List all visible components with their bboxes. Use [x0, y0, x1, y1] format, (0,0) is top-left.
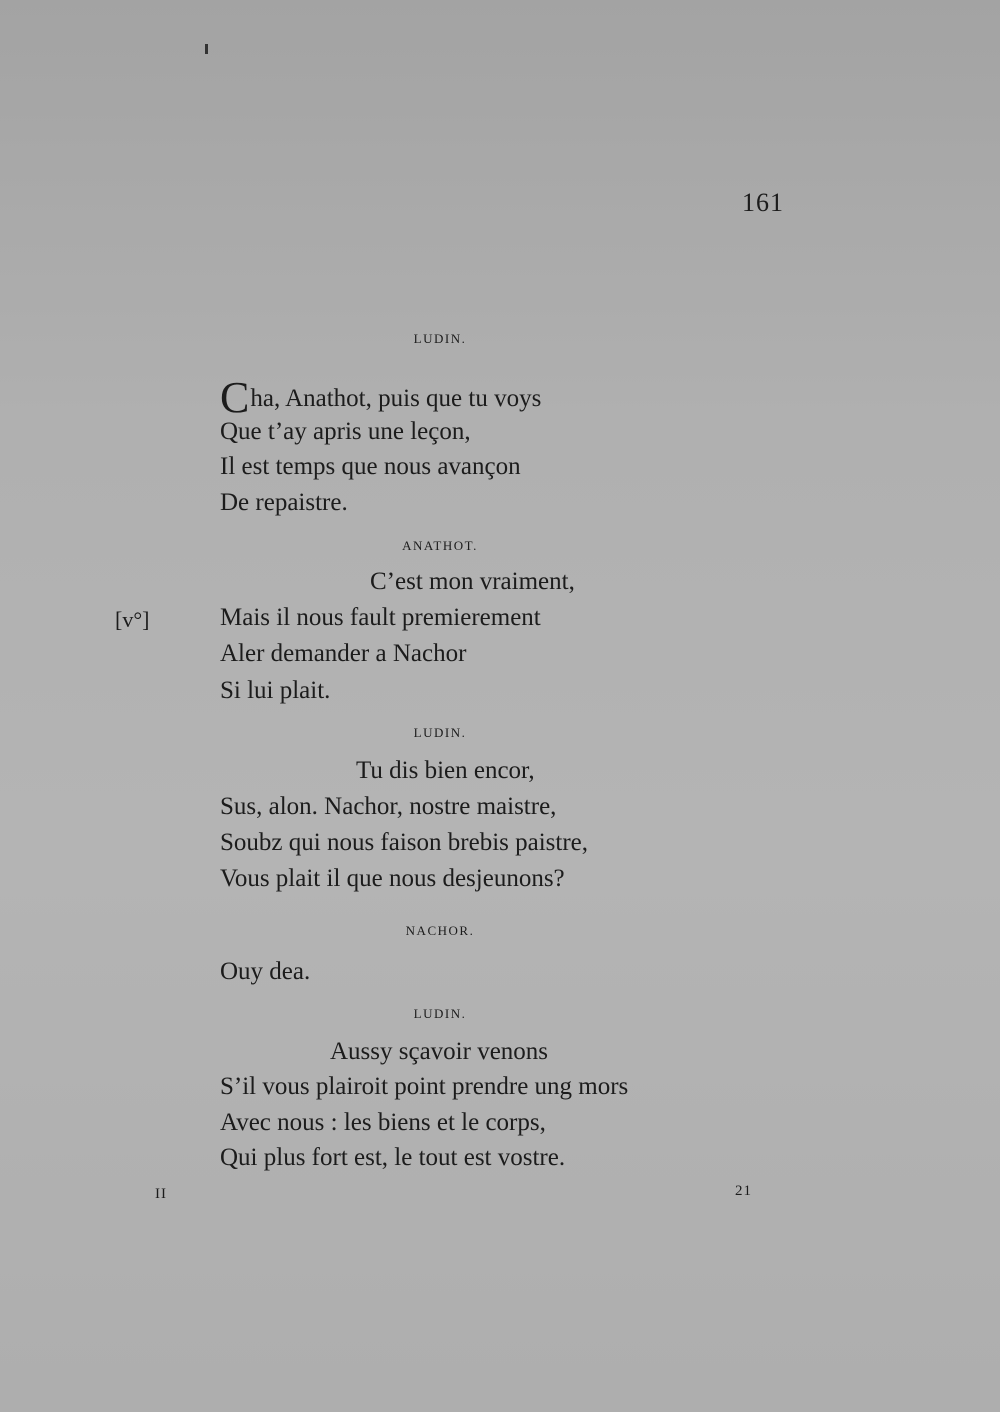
verse-line: Soubz qui nous faison brebis paistre, — [220, 829, 589, 856]
drop-cap: C — [220, 373, 250, 422]
verse-line: Sus, alon. Nachor, nostre maistre, — [220, 793, 557, 820]
speaker-anathot: ANATHOT. — [402, 538, 478, 553]
speaker-ludin: LUDIN. — [413, 1006, 467, 1021]
speaker-ludin: LUDIN. — [413, 725, 467, 740]
margin-note: [v°] — [115, 607, 150, 632]
verse-line: Que t’ay apris une leçon, — [220, 418, 471, 445]
page-number: 161 — [742, 188, 784, 217]
verse-line: Il est temps que nous avançon — [220, 453, 521, 480]
verse-line: Vous plait il que nous desjeunons? — [220, 865, 565, 892]
verse-line: Aussy sçavoir venons — [330, 1038, 549, 1065]
ink-speck — [205, 44, 208, 54]
speaker-nachor: NACHOR. — [405, 923, 475, 938]
verse-line: Aler demander a Nachor — [220, 640, 467, 667]
verse-line: Ouy dea. — [220, 958, 311, 985]
verse-line: Mais il nous fault premierement — [220, 604, 541, 631]
signature-right: 21 — [735, 1183, 752, 1199]
verse-line-text: ha, Anathot, puis que tu voys — [250, 385, 542, 412]
verse-line: C’est mon vraiment, — [370, 568, 575, 595]
speaker-ludin: LUDIN. — [413, 331, 467, 346]
verse-line: Qui plus fort est, le tout est vostre. — [220, 1144, 566, 1171]
verse-line: Tu dis bien encor, — [356, 757, 535, 784]
verse-line: De repaistre. — [220, 489, 348, 516]
signature-left: II — [155, 1186, 167, 1202]
verse-line: Si lui plait. — [220, 677, 331, 704]
verse-line: S’il vous plairoit point prendre ung mors — [220, 1073, 629, 1100]
verse-line: Avec nous : les biens et le corps, — [220, 1109, 546, 1136]
verse-line — [220, 370, 542, 422]
